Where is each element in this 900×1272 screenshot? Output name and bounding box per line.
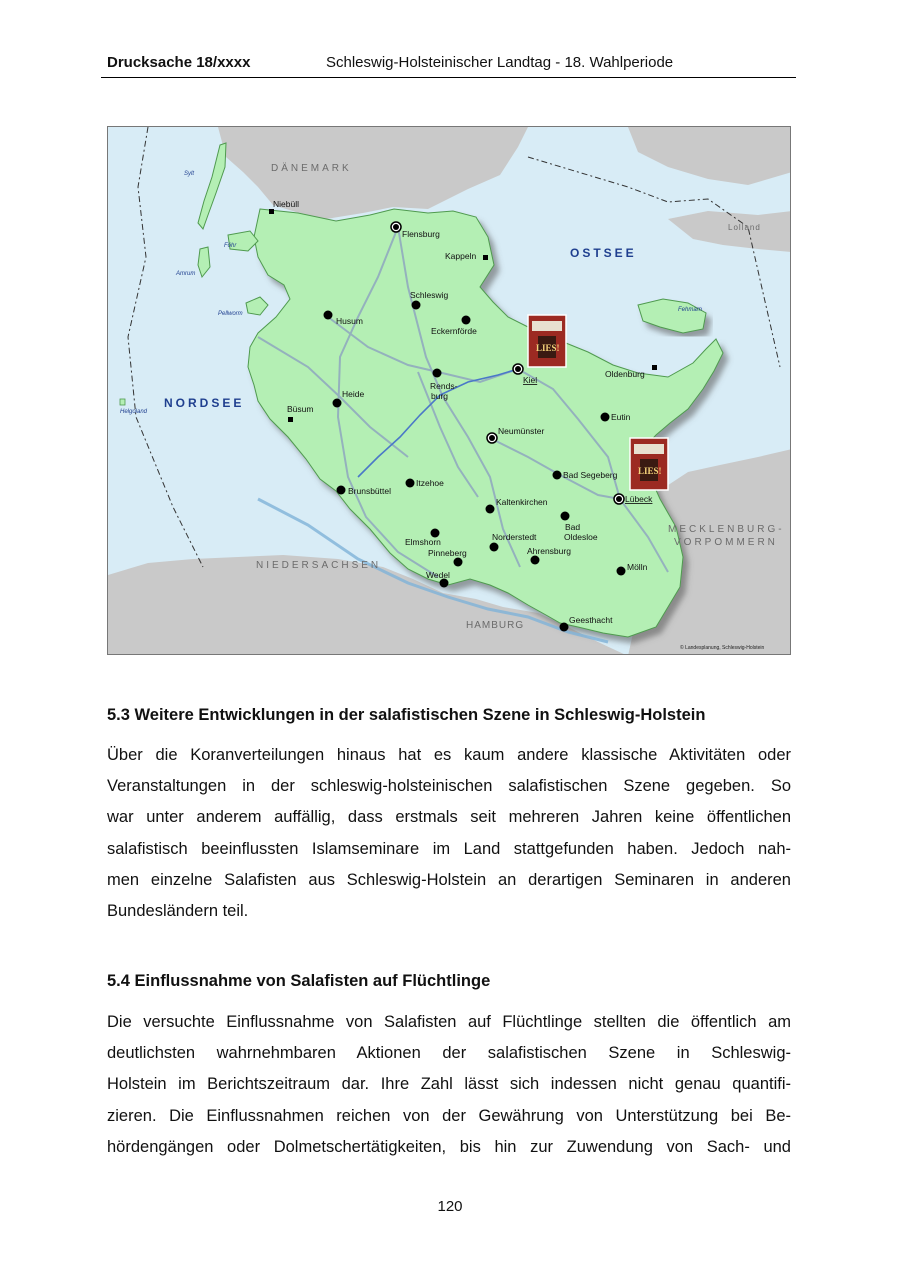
marker-husum: [324, 311, 333, 320]
marker-eutin: [601, 413, 610, 422]
label-kaltenkirchen: Kaltenkirchen: [496, 497, 548, 507]
text-line: men einzelne Salafisten aus Schleswig-Holstein an derartigen Seminaren in anderen: [107, 870, 791, 889]
marker-bad-oldesloe: [561, 512, 570, 521]
label-bad-oldesloe-1: Bad: [565, 522, 581, 532]
marker-kappeln: [483, 255, 488, 260]
text-line: Bundesländern teil.: [107, 902, 249, 921]
text-line: Veranstaltungen in der schleswig-holsteinischen salafistischen Szene gegeben. So: [107, 777, 791, 796]
label-flensburg: Flensburg: [402, 229, 440, 239]
document-number: Drucksache 18/xxxx: [107, 54, 251, 71]
lies-poster-kiel: [528, 315, 566, 367]
label-eutin: Eutin: [611, 412, 631, 422]
label-eckernfoerde: Eckernförde: [431, 326, 477, 336]
label-rendsburg-2: burg: [431, 391, 449, 401]
label-ahrensburg: Ahrensburg: [527, 546, 571, 556]
label-niedersachsen: NIEDERSACHSEN: [256, 560, 382, 571]
label-ostsee: OSTSEE: [570, 246, 637, 260]
label-foehr: Föhr: [224, 243, 237, 249]
label-buesum: Büsum: [287, 404, 314, 414]
label-neumuenster: Neumünster: [498, 426, 545, 436]
label-wedel: Wedel: [426, 570, 450, 580]
marker-ahrensburg: [531, 556, 540, 565]
poster-text-kiel: LIES!: [536, 343, 560, 353]
marker-rendsburg: [433, 369, 442, 378]
label-bad-segeberg: Bad Segeberg: [563, 470, 618, 480]
label-kappeln: Kappeln: [445, 251, 477, 261]
label-oldenburg: Oldenburg: [605, 369, 645, 379]
label-nordsee: NORDSEE: [164, 396, 245, 410]
marker-geesthacht: [560, 623, 569, 632]
map-svg: [108, 127, 791, 655]
helgoland-island: [120, 399, 125, 405]
heading-5-4: 5.4 Einflussnahme von Salafisten auf Flüchtlinge: [107, 972, 491, 990]
marker-itzehoe: [406, 479, 415, 488]
label-itzehoe: Itzehoe: [416, 478, 444, 488]
marker-kiel: [515, 366, 521, 372]
marker-flensburg: [393, 224, 399, 230]
label-rendsburg-1: Rends-: [430, 381, 458, 391]
text-line: Die versuchte Einflussnahme von Salafisten auf Flüchtlinge stellten die öffentlich am: [107, 1013, 791, 1031]
text-line: hördengängen oder Dolmetschertätigkeiten, bis hin zur Zuwendung von Sach- und: [107, 1137, 791, 1156]
paragraph-5-4: [107, 1007, 791, 1163]
marker-eckernfoerde: [462, 316, 471, 325]
label-amrum: Amrum: [176, 271, 196, 277]
label-luebeck: Lübeck: [625, 494, 653, 504]
label-pellworm: Pellworm: [218, 311, 243, 317]
marker-oldenburg: [652, 365, 657, 370]
marker-brunsbuettel: [337, 486, 346, 495]
label-bad-oldesloe-2: Oldesloe: [564, 532, 598, 542]
lies-poster-luebeck: [630, 438, 668, 490]
label-husum: Husum: [336, 316, 363, 326]
label-mecklenburg-2: VORPOMMERN: [674, 537, 778, 548]
label-fehmarn: Fehmarn: [678, 307, 703, 313]
text-line: deutlichsten wahrnehmbaren Aktionen der salafistischen Szene in Schleswig-: [107, 1044, 791, 1063]
label-brunsbuettel: Brunsbüttel: [348, 486, 391, 496]
label-helgoland: Helgoland: [120, 409, 148, 415]
text-line: zieren. Die Einflussnahmen reichen von der Gewährung von Unterstützung bei Be-: [107, 1106, 791, 1125]
label-mecklenburg-1: MECKLENBURG-: [668, 524, 785, 535]
marker-kaltenkirchen: [486, 505, 495, 514]
map-copyright: © Landesplanung, Schleswig-Holstein: [680, 645, 765, 651]
marker-neumuenster: [489, 435, 495, 441]
map-figure: [107, 126, 791, 655]
heading-5-3: 5.3 Weitere Entwicklungen in der salafistischen Szene in Schleswig-Holstein: [107, 706, 706, 724]
marker-schleswig: [412, 301, 421, 310]
label-norderstedt: Norderstedt: [492, 532, 537, 542]
poster-text-luebeck: LIES!: [638, 466, 662, 476]
label-geesthacht: Geesthacht: [569, 615, 613, 625]
header-title: Schleswig-Holsteinischer Landtag - 18. Wahlperiode: [326, 54, 674, 71]
label-sylt: Sylt: [184, 171, 195, 177]
page-header: [101, 52, 796, 78]
label-hamburg: HAMBURG: [466, 620, 525, 631]
marker-niebuell: [269, 209, 274, 214]
text-line: war unter anderem auffällig, dass erstmals seit mehreren Jahren keine öffentlichen: [107, 808, 791, 827]
page-number: 120: [437, 1198, 463, 1215]
label-pinneberg: Pinneberg: [428, 548, 467, 558]
text-line: Über die Koranverteilungen hinaus hat es kaum andere klassische Aktivitäten oder: [107, 746, 791, 764]
label-moelln: Mölln: [627, 562, 648, 572]
label-daenemark: DÄNEMARK: [271, 163, 352, 174]
marker-buesum: [288, 417, 293, 422]
marker-pinneberg: [454, 558, 463, 567]
label-lolland: Lolland: [728, 223, 761, 232]
label-kiel: Kiel: [523, 375, 538, 385]
paragraph-5-3: [107, 740, 791, 927]
label-niebuell: Niebüll: [273, 199, 299, 209]
text-line: Holstein im Berichtszeitraum dar. Ihre Zahl lässt sich indessen nicht genau quantifi-: [107, 1075, 791, 1094]
marker-norderstedt: [490, 543, 499, 552]
label-schleswig: Schleswig: [410, 290, 449, 300]
marker-luebeck: [616, 496, 622, 502]
marker-moelln: [617, 567, 626, 576]
label-heide: Heide: [342, 389, 365, 399]
marker-bad-segeberg: [553, 471, 562, 480]
text-line: salafistisch beeinflussten Islamseminare im Land stattgefunden haben. Jedoch nah-: [107, 839, 791, 858]
label-elmshorn: Elmshorn: [405, 537, 441, 547]
marker-heide: [333, 399, 342, 408]
